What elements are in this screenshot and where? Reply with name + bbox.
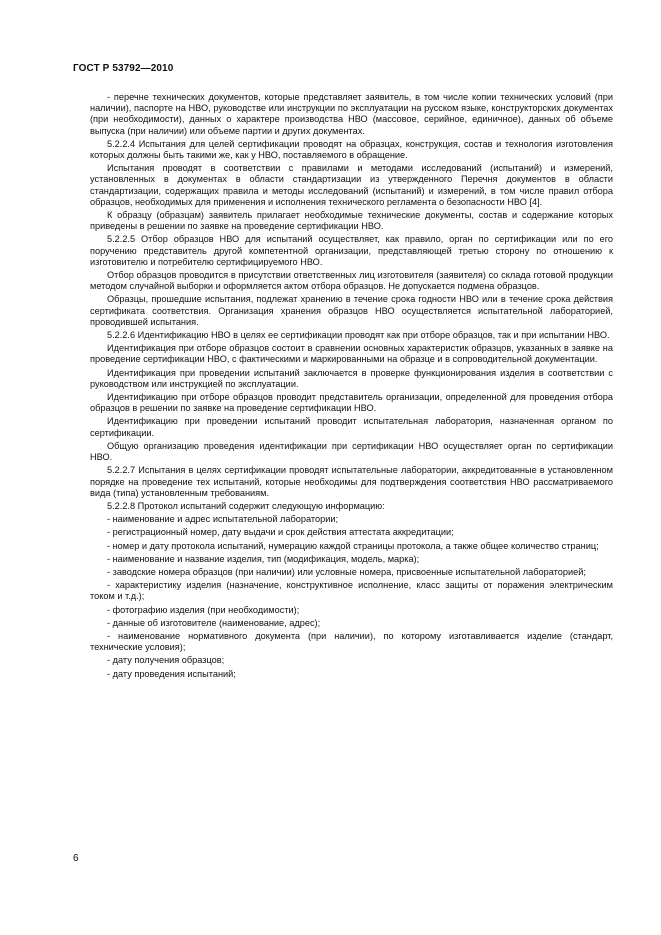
paragraph: - наименование и адрес испытательной лаборатории; <box>107 514 339 525</box>
paragraph: Испытания проводят в соответствии с правилами и методами исследований (испытаний) и измерений, установленных в документах в области стандартизации из утвержденного Перечня документов в области стандартизации, содержащих правила и методы исследований (испытаний) и измерений, в том числе правил отбора образцов, необходимых для применения и исполнения технического регламента о безопасности НВО [4]. <box>90 163 613 207</box>
paragraph: - наименование нормативного документа (при наличии), по которому изготавливается изделие (стандарт, технические условия); <box>90 630 613 653</box>
standard-header: ГОСТ Р 53792—2010 <box>73 63 174 74</box>
paragraph: - перечне технических документов, которые представляет заявитель, в том числе копии технических условий (при наличии), паспорте на НВО, руководстве или инструкции по эксплуатации на русском языке, конструкторских документах (при необходимости), данных о характере производства НВО (массовое, серийное, единичное), данных об объеме выпуска (при наличии) или объеме партии и других документах. <box>90 92 613 136</box>
paragraph: Идентификацию при отборе образцов проводит представитель организации, определенной для проведения отбора образцов в решении по заявке на проведение сертификации НВО. <box>90 392 613 414</box>
paragraph: Идентификацию при проведении испытаний проводит испытательная лаборатория, назначенная органом по сертификации. <box>90 416 613 438</box>
paragraph: 5.2.2.5 Отбор образцов НВО для испытаний осуществляет, как правило, орган по сертификации или по его поручению представитель другой компетентной организации, представляющей третью сторону по отношению к изготовителю и потребителю сертифицируемого НВО. <box>90 234 613 267</box>
paragraph: К образцу (образцам) заявитель прилагает необходимые технические документы, состав и содержание которых приведены в решении по заявке на проведение сертификации НВО. <box>90 210 613 232</box>
paragraph: - данные об изготовителе (наименование, адрес); <box>107 617 321 628</box>
paragraph: 5.2.2.8 Протокол испытаний содержит следующую информацию: <box>107 500 385 511</box>
paragraph: Отбор образцов проводится в присутствии ответственных лиц изготовителя (заявителя) со склада готовой продукции методом случайной выборки и оформляется актом отбора образцов. Не допускается подмена образцов. <box>90 270 613 292</box>
paragraph: - наименование и название изделия, тип (модификация, модель, марка); <box>107 553 420 564</box>
paragraph: Образцы, прошедшие испытания, подлежат хранению в течение срока годности НВО или в течение срока действия сертификата соответствия. Организация хранения образцов НВО осуществляется испытательной лабораторией, проводившей испытания. <box>90 294 613 327</box>
paragraph: 5.2.2.7 Испытания в целях сертификации проводят испытательные лаборатории, аккредитованные в установленном порядке на проведение тех испытаний, которые необходимы для подтверждения соответствия НВО рассматриваемого вида (типа) установленным требованиям. <box>90 465 613 498</box>
paragraph: - регистрационный номер, дату выдачи и срок действия аттестата аккредитации; <box>107 527 454 538</box>
paragraph: 5.2.2.4 Испытания для целей сертификации проводят на образцах, конструкция, состав и технология изготовления которых должны быть такими же, как у НВО, поставляемого в обращение. <box>90 138 613 161</box>
paragraph: - заводские номера образцов (при наличии) или условные номера, присвоенные испытательной лабораторией; <box>107 566 586 577</box>
paragraph: 5.2.2.6 Идентификацию НВО в целях ее сертификации проводят как при отборе образцов, так и при испытании НВО. <box>107 330 610 341</box>
paragraph: - дату проведения испытаний; <box>107 668 236 679</box>
paragraph: Идентификация при отборе образцов состоит в сравнении основных характеристик образцов, указанных в заявке на проведение сертификации НВО, с фактическими и маркированными на образце и в сопроводительной документации. <box>90 343 613 365</box>
paragraph: - характеристику изделия (назначение, конструктивное исполнение, класс защиты от поражения электрическим током и т.д.); <box>90 580 613 602</box>
paragraph: - фотографию изделия (при необходимости); <box>107 604 300 615</box>
document-body <box>90 92 613 682</box>
paragraph: - номер и дату протокола испытаний, нумерацию каждой страницы протокола, а также общее количество страниц; <box>107 540 599 551</box>
page-number: 6 <box>73 853 79 864</box>
paragraph: Общую организацию проведения идентификации при сертификации НВО осуществляет орган по сертификации НВО. <box>90 440 613 463</box>
paragraph: - дату получения образцов; <box>107 655 225 666</box>
paragraph: Идентификация при проведении испытаний заключается в проверке функционирования изделия в соответствии с руководством или инструкцией по эксплуатации. <box>90 367 613 389</box>
